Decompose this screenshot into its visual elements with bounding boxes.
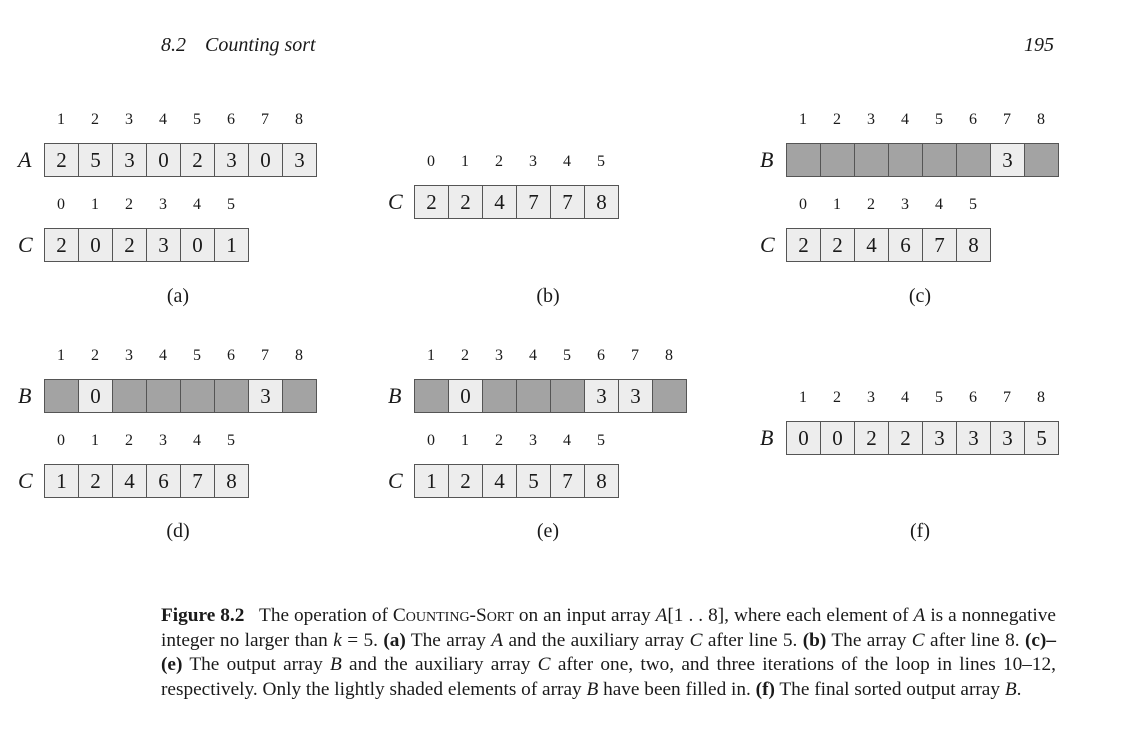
caption-text: [1 . . 8], where each element of: [667, 605, 914, 626]
array-index: 0: [799, 196, 807, 213]
array-index: 5: [935, 389, 943, 406]
array-index: 3: [867, 389, 875, 406]
array-index: 6: [227, 347, 235, 364]
array-cells: [44, 143, 317, 177]
array-index: 2: [833, 389, 841, 406]
array-index: 1: [461, 432, 469, 449]
var-b: B: [586, 678, 599, 700]
array-cell: 8: [957, 228, 991, 262]
array-cell: 3: [147, 228, 181, 262]
array-cell: 0: [787, 421, 821, 455]
array-index: 8: [295, 111, 303, 128]
caption-text: The array: [405, 629, 492, 651]
section-number: 8.2: [161, 34, 186, 56]
array-index: 5: [969, 196, 977, 213]
var-b: B: [1004, 678, 1017, 700]
array-cell-empty: [551, 379, 585, 413]
array-index: 1: [799, 111, 807, 128]
array-cell: 3: [923, 421, 957, 455]
array-cell: 0: [181, 228, 215, 262]
array-cell-empty: [653, 379, 687, 413]
var-c: C: [689, 629, 703, 651]
array-index: 0: [57, 432, 65, 449]
array-cell: 2: [45, 143, 79, 177]
array-cell-empty: [821, 143, 855, 177]
array-index: 1: [57, 111, 65, 128]
caption-text: The array: [826, 629, 912, 651]
array-cell: 5: [1025, 421, 1059, 455]
array-cell-empty: [957, 143, 991, 177]
array-index: 2: [91, 347, 99, 364]
array-index: 0: [427, 432, 435, 449]
array-index: 4: [159, 347, 167, 364]
array-name: B: [18, 383, 32, 408]
caption-text: The final sorted output array: [774, 678, 1005, 700]
array-cell: 2: [449, 185, 483, 219]
array-index: 0: [57, 196, 65, 213]
array-cell: 3: [585, 379, 619, 413]
panel-label: (b): [536, 285, 560, 307]
var-a: A: [491, 629, 504, 651]
array-cell: 1: [215, 228, 249, 262]
array-index: 1: [91, 196, 99, 213]
var-k: k: [333, 629, 342, 651]
array-indices: [44, 196, 248, 214]
array-cell: 2: [113, 228, 147, 262]
array-indices: [786, 389, 1058, 407]
array-index: 7: [261, 111, 269, 128]
panel-label: (f): [910, 520, 930, 542]
array-cell-empty: [889, 143, 923, 177]
array-index: 5: [597, 432, 605, 449]
caption-text: and the auxiliary array: [503, 629, 690, 651]
array-cell: 1: [45, 464, 79, 498]
array-index: 2: [125, 196, 133, 213]
section-title: Counting sort: [205, 34, 316, 56]
array-index: 8: [1037, 389, 1045, 406]
array-index: 5: [227, 432, 235, 449]
array-cells: [44, 464, 249, 498]
array-index: 3: [867, 111, 875, 128]
page-number: 195: [1024, 34, 1054, 56]
array-cell-empty: [1025, 143, 1059, 177]
array-name: B: [388, 383, 402, 408]
array-cells: [44, 228, 249, 262]
array-name: A: [18, 147, 32, 172]
array-index: 7: [1003, 111, 1011, 128]
array-index: 5: [935, 111, 943, 128]
array-cell: 7: [551, 185, 585, 219]
array-index: 5: [563, 347, 571, 364]
array-index: 1: [461, 153, 469, 170]
array-index: 3: [495, 347, 503, 364]
array-name: B: [760, 425, 774, 450]
array-index: 2: [867, 196, 875, 213]
array-name: C: [18, 232, 33, 257]
array-indices: [414, 432, 618, 450]
array-cell: 3: [113, 143, 147, 177]
array-cell: 8: [215, 464, 249, 498]
array-indices: [44, 111, 316, 129]
array-cells: [414, 379, 687, 413]
array-cells: [786, 143, 1059, 177]
caption-text: The operation of: [259, 605, 393, 626]
array-index: 0: [427, 153, 435, 170]
var-a: A: [655, 605, 668, 626]
caption-text: on an input array: [513, 605, 656, 626]
array-index: 3: [529, 432, 537, 449]
array-cell: 7: [551, 464, 585, 498]
array-index: 3: [901, 196, 909, 213]
array-cells: [44, 379, 317, 413]
array-index: 5: [193, 347, 201, 364]
array-index: 2: [461, 347, 469, 364]
caption-text: after line 5.: [702, 629, 803, 651]
array-cell: 2: [855, 421, 889, 455]
array-cell: 2: [821, 228, 855, 262]
array-cell: 3: [283, 143, 317, 177]
array-index: 4: [563, 432, 571, 449]
var-c: C: [537, 654, 551, 676]
array-cell-empty: [147, 379, 181, 413]
array-index: 3: [125, 347, 133, 364]
panel-label: (c): [908, 285, 932, 307]
array-cell: 4: [483, 464, 517, 498]
array-index: 8: [665, 347, 673, 364]
array-index: 3: [529, 153, 537, 170]
array-index: 4: [193, 432, 201, 449]
array-cell: 2: [415, 185, 449, 219]
caption-text: have been filled in.: [598, 678, 756, 700]
array-name: B: [760, 147, 774, 172]
array-index: 8: [1037, 111, 1045, 128]
array-index: 4: [563, 153, 571, 170]
array-cell: 2: [181, 143, 215, 177]
array-cell-empty: [483, 379, 517, 413]
panel-label: (e): [536, 520, 560, 542]
caption-text: after one, two, and three iterations of the loop in lines 10–12, respectively. Only the lightly shaded elements of array: [161, 654, 1056, 700]
array-cells: [786, 421, 1059, 455]
array-cell: 2: [889, 421, 923, 455]
caption-text: and the auxiliary array: [341, 654, 538, 676]
array-cell: 3: [619, 379, 653, 413]
caption-text: after line 8.: [924, 629, 1025, 651]
var-c: C: [911, 629, 925, 651]
array-cell: 4: [483, 185, 517, 219]
array-cell: 5: [517, 464, 551, 498]
array-cell: 2: [787, 228, 821, 262]
array-index: 3: [125, 111, 133, 128]
array-name: C: [18, 468, 33, 493]
array-index: 2: [495, 432, 503, 449]
array-cell-empty: [787, 143, 821, 177]
array-index: 4: [193, 196, 201, 213]
caption-text: = 5.: [341, 629, 384, 651]
array-index: 4: [935, 196, 943, 213]
array-index: 4: [529, 347, 537, 364]
array-index: 2: [91, 111, 99, 128]
array-cell: 7: [517, 185, 551, 219]
array-name: C: [388, 468, 403, 493]
caption-sublabel: (a): [383, 629, 406, 651]
array-index: 2: [833, 111, 841, 128]
array-index: 4: [901, 389, 909, 406]
running-head: [161, 34, 316, 57]
array-name: C: [760, 232, 775, 257]
array-cell: 1: [415, 464, 449, 498]
array-cell: 3: [991, 421, 1025, 455]
panel-label: (a): [166, 285, 190, 307]
array-index: 7: [1003, 389, 1011, 406]
array-cell: 8: [585, 185, 619, 219]
array-cell-empty: [415, 379, 449, 413]
array-indices: [44, 432, 248, 450]
array-index: 1: [427, 347, 435, 364]
figure-caption: [161, 604, 1056, 702]
array-cell: 7: [181, 464, 215, 498]
array-index: 6: [969, 111, 977, 128]
array-cell: 3: [249, 379, 283, 413]
array-indices: [414, 347, 686, 365]
array-index: 5: [193, 111, 201, 128]
array-name: C: [388, 189, 403, 214]
array-index: 6: [227, 111, 235, 128]
array-index: 1: [799, 389, 807, 406]
array-index: 1: [833, 196, 841, 213]
array-cell: 0: [79, 379, 113, 413]
array-index: 2: [495, 153, 503, 170]
algorithm-name: Counting-Sort: [392, 605, 514, 626]
panel-label: (d): [166, 520, 190, 542]
array-cell-empty: [45, 379, 79, 413]
array-cell: 0: [821, 421, 855, 455]
array-index: 7: [631, 347, 639, 364]
array-index: 5: [597, 153, 605, 170]
array-index: 3: [159, 196, 167, 213]
array-indices: [44, 347, 316, 365]
array-cell: 3: [991, 143, 1025, 177]
array-cell: 2: [79, 464, 113, 498]
array-cell-empty: [283, 379, 317, 413]
array-cell: 5: [79, 143, 113, 177]
figure-label: Figure 8.2: [161, 605, 245, 626]
array-index: 3: [159, 432, 167, 449]
array-cell-empty: [517, 379, 551, 413]
array-indices: [786, 196, 990, 214]
array-index: 7: [261, 347, 269, 364]
array-cell: 0: [79, 228, 113, 262]
array-index: 8: [295, 347, 303, 364]
array-cells: [414, 464, 619, 498]
caption-sublabel: (c)–(e): [161, 629, 1056, 676]
array-cell: 4: [113, 464, 147, 498]
var-b: B: [330, 654, 342, 676]
array-cell: 7: [923, 228, 957, 262]
array-cell: 6: [147, 464, 181, 498]
caption-text: .: [1016, 678, 1022, 700]
array-cells: [414, 185, 619, 219]
array-cell: 4: [855, 228, 889, 262]
array-index: 1: [91, 432, 99, 449]
array-cell: 6: [889, 228, 923, 262]
caption-text: is a nonnegative integer no larger than: [161, 605, 1056, 651]
array-index: 2: [125, 432, 133, 449]
array-index: 4: [159, 111, 167, 128]
caption-sublabel: (b): [802, 629, 827, 651]
array-indices: [414, 153, 618, 171]
array-cell: 0: [249, 143, 283, 177]
array-cell: 2: [45, 228, 79, 262]
array-cells: [786, 228, 991, 262]
array-cell-empty: [855, 143, 889, 177]
array-cell: 0: [449, 379, 483, 413]
array-index: 6: [969, 389, 977, 406]
array-cell-empty: [923, 143, 957, 177]
array-cell: 3: [957, 421, 991, 455]
array-cell: 8: [585, 464, 619, 498]
array-cell: 0: [147, 143, 181, 177]
caption-sublabel: (f): [755, 678, 775, 700]
array-cell-empty: [215, 379, 249, 413]
array-index: 5: [227, 196, 235, 213]
array-cell: 2: [449, 464, 483, 498]
array-cell-empty: [113, 379, 147, 413]
caption-text: The output array: [182, 654, 330, 676]
array-indices: [786, 111, 1058, 129]
var-a: A: [913, 605, 926, 626]
array-index: 6: [597, 347, 605, 364]
array-cell-empty: [181, 379, 215, 413]
array-cell: 3: [215, 143, 249, 177]
array-index: 4: [901, 111, 909, 128]
array-index: 1: [57, 347, 65, 364]
